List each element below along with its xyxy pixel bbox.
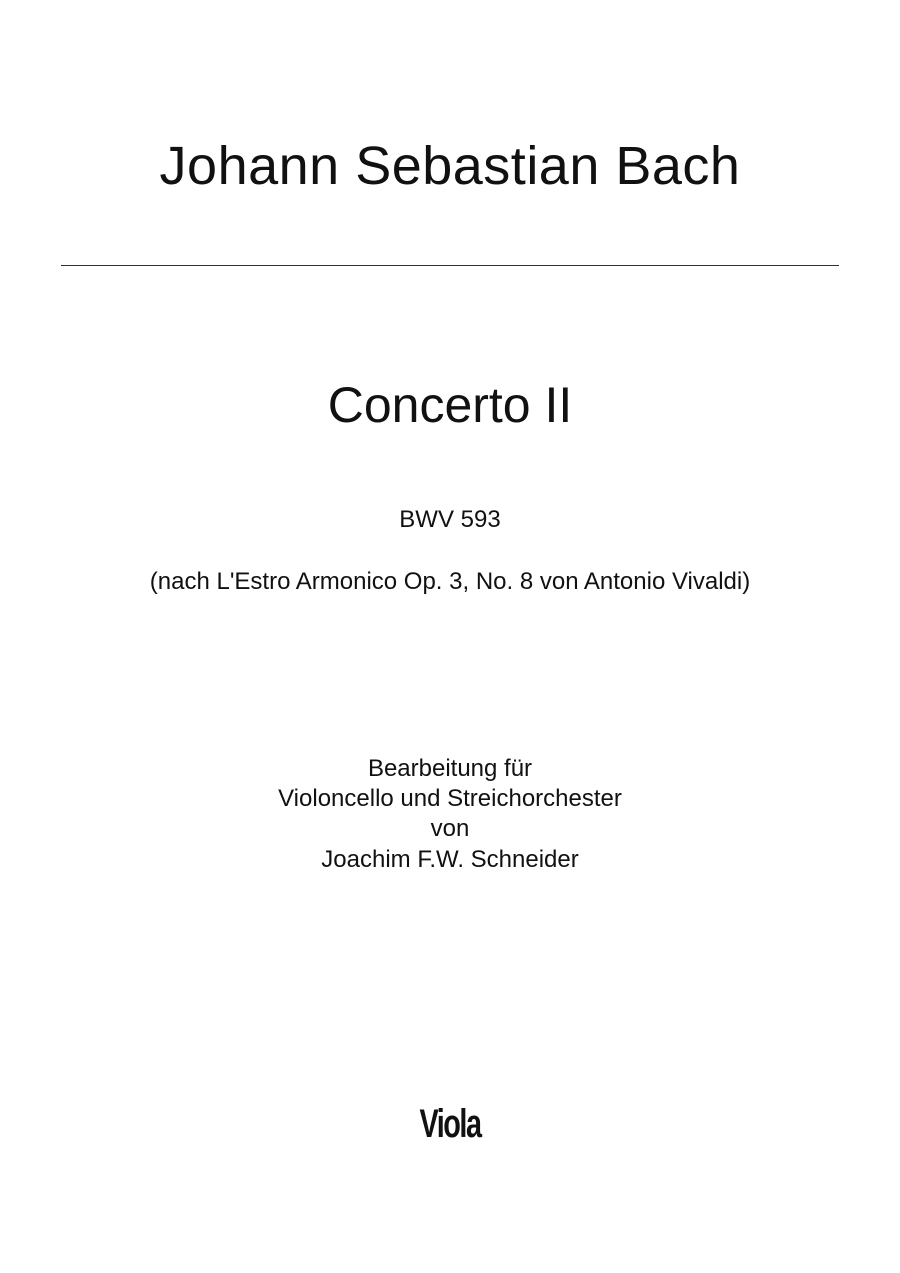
arrangement-line-2: Violoncello und Streichorchester bbox=[278, 785, 622, 812]
arrangement-line-1: Bearbeitung für bbox=[367, 755, 533, 782]
arranger-name: Joachim F.W. Schneider bbox=[321, 846, 579, 873]
arrangement-credit bbox=[0, 754, 900, 875]
arrangement-by: von bbox=[430, 815, 470, 842]
composer-name: Johann Sebastian Bach bbox=[159, 136, 741, 196]
instrument-part: Viola bbox=[419, 1102, 481, 1146]
work-title: Concerto II bbox=[327, 377, 573, 433]
source-note: (nach L'Estro Armonico Op. 3, No. 8 von Antonio Vivaldi) bbox=[149, 568, 751, 595]
catalog-number: BWV 593 bbox=[399, 506, 501, 533]
divider-line bbox=[61, 265, 839, 266]
